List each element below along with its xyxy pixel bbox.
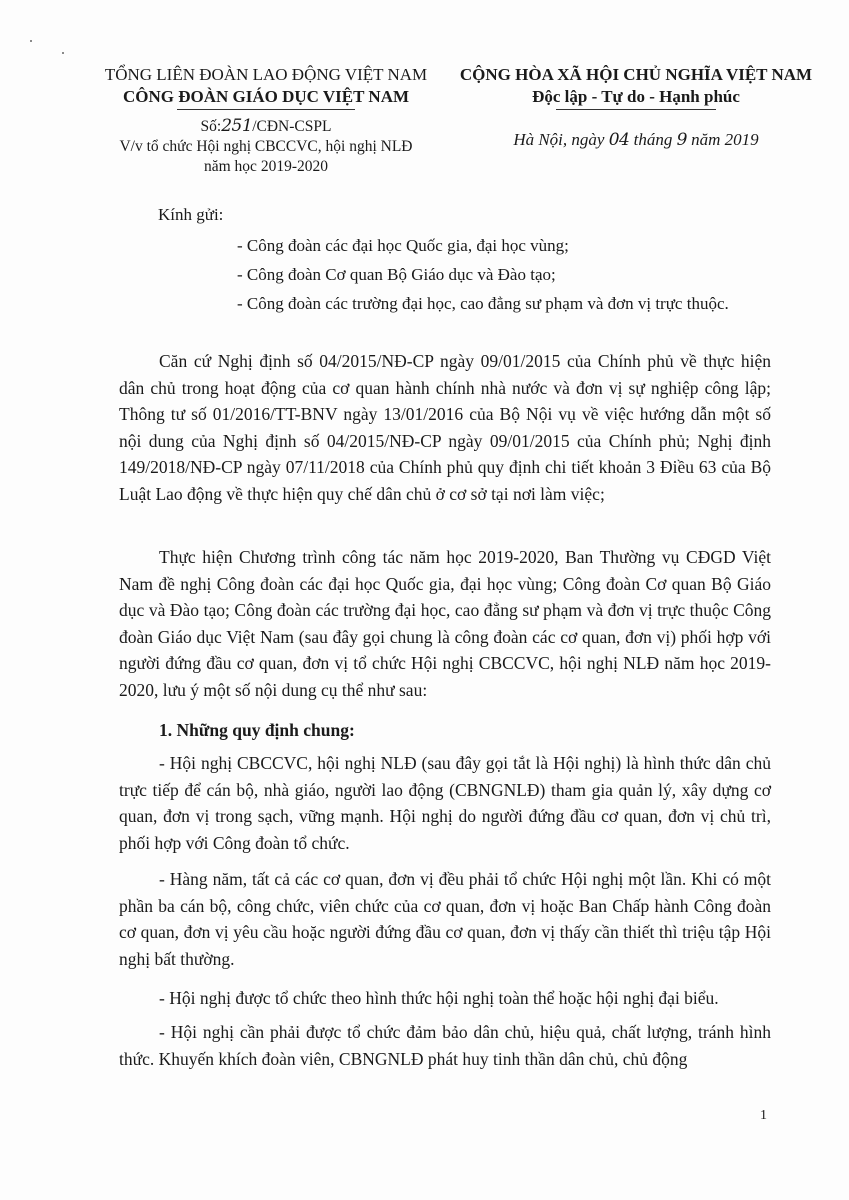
body-paragraph: Thực hiện Chương trình công tác năm học 2019-2020, Ban Thường vụ CĐGD Việt Nam đề nghị Công đoàn các đại học Quốc gia, đại học vùng; Công đoàn Cơ quan Bộ Giáo dục và Đào tạo; Công đoàn các trường đại học, cao đẳng sư phạm và đơn vị trực thuộc Công đoàn Giáo dục Việt Nam (sau đây gọi chung là công đoàn các cơ quan, đơn vị) phối hợp với người đứng đầu cơ quan, đơn vị tổ chức Hội nghị CBCCVC, hội nghị NLĐ năm học 2019-2020, lưu ý một số nội dung cụ thể như sau: xyxy=(119,547,771,700)
subject-line: năm học 2019-2020 xyxy=(204,158,328,175)
country-name: CỘNG HÒA XÃ HỘI CHỦ NGHĨA VIỆT NAM xyxy=(459,65,813,84)
number-suffix: /CĐN-CSPL xyxy=(252,118,332,135)
date-month: 9 xyxy=(676,130,687,150)
body-paragraph: - Hội nghị CBCCVC, hội nghị NLĐ (sau đây gọi tắt là Hội nghị) là hình thức dân chủ trực tiếp để cán bộ, nhà giáo, người lao động (CBNGNLĐ) tham gia quản lý, xây dựng cơ quan, đơn vị trong sạch, vững mạnh. Hội nghị do người đứng đầu cơ quan, đơn vị chủ trì, phối hợp với Công đoàn tổ chức. xyxy=(119,753,771,853)
issue-date xyxy=(456,130,816,150)
date-place: Hà Nội, ngày xyxy=(513,130,605,149)
org-name: CÔNG ĐOÀN GIÁO DỤC VIỆT NAM xyxy=(122,87,410,106)
date-year: năm 2019 xyxy=(691,130,759,149)
section-heading: 1. Những quy định chung: xyxy=(159,720,355,740)
motto: Độc lập - Tự do - Hạnh phúc xyxy=(532,87,740,106)
motto-underline xyxy=(556,109,716,110)
recipient-item: - Công đoàn các trường đại học, cao đẳng sư phạm và đơn vị trực thuộc. xyxy=(237,294,729,313)
subject-line: V/v tổ chức Hội nghị CBCCVC, hội nghị NLĐ xyxy=(119,138,413,155)
document-reference xyxy=(96,116,436,177)
recipient-item: - Công đoàn Cơ quan Bộ Giáo dục và Đào tạo; xyxy=(237,265,556,284)
salutation: Kính gửi: xyxy=(158,205,224,224)
body-paragraph: - Hàng năm, tất cả các cơ quan, đơn vị đều phải tổ chức Hội nghị một lần. Khi có một phần ba cán bộ, công chức, viên chức của cơ quan, đơn vị hoặc Ban Chấp hành Công đoàn cơ quan, đơn vị yêu cầu hoặc người đứng đầu cơ quan, đơn vị thấy cần thiết thì triệu tập Hội nghị bất thường. xyxy=(119,869,771,969)
scan-speck xyxy=(30,40,32,42)
date-day: 04 xyxy=(608,130,630,150)
sender-block xyxy=(96,64,436,110)
recipient-item: - Công đoàn các đại học Quốc gia, đại học vùng; xyxy=(237,236,569,255)
org-underline xyxy=(177,109,355,110)
number-prefix: Số: xyxy=(200,118,222,135)
body-paragraph: - Hội nghị được tổ chức theo hình thức hội nghị toàn thể hoặc hội nghị đại biểu. xyxy=(159,988,719,1008)
body-paragraph: - Hội nghị cần phải được tổ chức đảm bảo dân chủ, hiệu quả, chất lượng, tránh hình thức. Khuyến khích đoàn viên, CBNGNLĐ phát huy tinh thần dân chủ, chủ động xyxy=(119,1022,771,1069)
body-paragraph: Căn cứ Nghị định số 04/2015/NĐ-CP ngày 09/01/2015 của Chính phủ về thực hiện dân chủ trong hoạt động của cơ quan hành chính nhà nước và đơn vị sự nghiệp công lập; Thông tư số 01/2016/TT-BNV ngày 13/01/2016 của Bộ Nội vụ về việc hướng dẫn một số nội dung của Nghị định số 04/2015/NĐ-CP ngày 09/01/2015 của Chính phủ; Nghị định 149/2018/NĐ-CP ngày 07/11/2018 của Chính phủ quy định chi tiết khoản 3 Điều 63 của Bộ Luật Lao động về thực hiện quy chế dân chủ ở cơ sở tại nơi làm việc; xyxy=(119,351,771,504)
document-number xyxy=(96,116,436,137)
date-month-label: tháng xyxy=(633,130,673,149)
national-header xyxy=(456,64,816,110)
org-parent: TỔNG LIÊN ĐOÀN LAO ĐỘNG VIỆT NAM xyxy=(104,65,428,84)
page-number: 1 xyxy=(760,1108,767,1123)
number-handwritten: 251 xyxy=(221,116,253,136)
scan-speck xyxy=(62,52,64,54)
